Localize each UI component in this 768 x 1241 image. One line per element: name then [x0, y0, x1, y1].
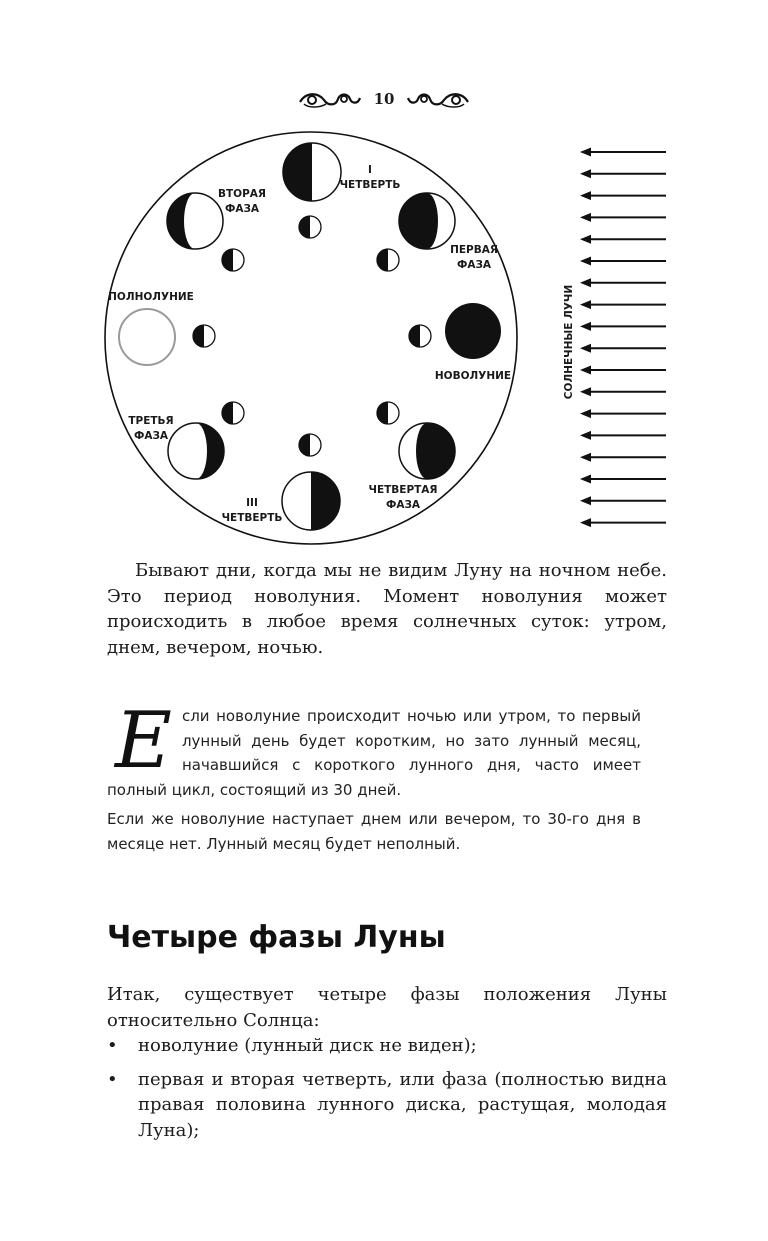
- sun-ray-arrow: [580, 344, 666, 353]
- label-full-moon: ПОЛНОЛУНИЕ: [108, 291, 194, 303]
- label-new-moon: НОВОЛУНИЕ: [434, 370, 512, 382]
- sun-ray-arrow: [580, 169, 666, 178]
- moon-phases-diagram: [0, 130, 768, 545]
- sun-ray-arrow: [580, 322, 666, 331]
- moon-first-quarter-top: [283, 143, 341, 201]
- sun-ray-arrow: [580, 475, 666, 484]
- moon-full: [119, 309, 175, 365]
- inner-moon: [299, 216, 321, 238]
- section-title: Четыре фазы Луны: [107, 920, 446, 955]
- label-fourth: ЧЕТВЕРТАЯ: [368, 484, 438, 496]
- sun-rays: [580, 148, 666, 528]
- label-first: ПЕРВАЯ: [450, 244, 498, 256]
- sun-ray-arrow: [580, 518, 666, 527]
- label-third: ТРЕТЬЯ: [128, 415, 174, 427]
- callout-paragraph-1: сли новолуние происходит ночью или утром, то первый лунный день будет коротким, но зато лунный месяц, начавшийся с короткого лунного дня, часто имеет полный цикл, состоящий из 30 дней.: [107, 707, 641, 799]
- inner-moon: [409, 325, 431, 347]
- label-third-phase: ФАЗА: [133, 430, 169, 442]
- left-ornament-icon: [298, 88, 362, 110]
- page-number: 10: [373, 90, 395, 108]
- label-first-quarter-word: ЧЕТВЕРТЬ: [339, 179, 401, 191]
- page-header: [0, 82, 768, 116]
- sun-ray-arrow: [580, 409, 666, 418]
- sun-ray-arrow: [580, 213, 666, 222]
- list-item: • первая и вторая четверть, или фаза (полностью видна правая половина лунного диска, растущая, молодая Луна);: [107, 1067, 667, 1144]
- sun-rays-label: СОЛНЕЧНЫЕ ЛУЧИ: [563, 284, 575, 400]
- inner-moon: [377, 402, 399, 424]
- moon-new: [445, 303, 501, 359]
- moon-third-phase: [168, 423, 224, 479]
- inner-moon: [222, 402, 244, 424]
- callout-box: [107, 696, 641, 856]
- lead-paragraph: Итак, существует четыре фазы положения Луны относительно Солнца:: [107, 984, 667, 1031]
- inner-moon: [193, 325, 215, 347]
- callout-paragraph-2: Если же новолуние наступает днем или вечером, то 30-го дня в месяце нет. Лунный месяц будет неполный.: [107, 810, 641, 853]
- label-third-quarter-numeral: III: [246, 497, 258, 509]
- sun-ray-arrow: [580, 366, 666, 375]
- moon-third-quarter-bottom: [282, 472, 340, 530]
- bullet-list: [107, 1033, 667, 1151]
- label-second: ВТОРАЯ: [218, 188, 266, 200]
- moon-first-phase: [399, 193, 455, 249]
- sun-ray-arrow: [580, 257, 666, 266]
- dropcap-letter: Е: [115, 696, 172, 786]
- moon-second-phase: [167, 193, 223, 249]
- list-item: • новолуние (лунный диск не виден);: [107, 1033, 667, 1059]
- label-first-quarter-numeral: I: [368, 164, 372, 176]
- right-ornament-icon: [406, 88, 470, 110]
- intro-paragraph: Бывают дни, когда мы не видим Луну на ночном небе. Это период новолуния. Момент новолуния может происходить в любое время солнечных суток: утром, днем, вечером, ночью.: [107, 560, 667, 658]
- inner-moon: [299, 434, 321, 456]
- sun-ray-arrow: [580, 148, 666, 157]
- label-fourth-phase: ФАЗА: [385, 499, 421, 511]
- moon-fourth-phase: [399, 423, 455, 479]
- sun-ray-arrow: [580, 453, 666, 462]
- sun-ray-arrow: [580, 278, 666, 287]
- sun-ray-arrow: [580, 431, 666, 440]
- sun-ray-arrow: [580, 387, 666, 396]
- label-third-quarter-word: ЧЕТВЕРТЬ: [221, 512, 283, 524]
- sun-ray-arrow: [580, 496, 666, 505]
- label-first-phase: ФАЗА: [456, 259, 492, 271]
- sun-ray-arrow: [580, 235, 666, 244]
- sun-ray-arrow: [580, 191, 666, 200]
- sun-ray-arrow: [580, 300, 666, 309]
- inner-moon: [377, 249, 399, 271]
- label-second-phase: ФАЗА: [224, 203, 260, 215]
- inner-moon: [222, 249, 244, 271]
